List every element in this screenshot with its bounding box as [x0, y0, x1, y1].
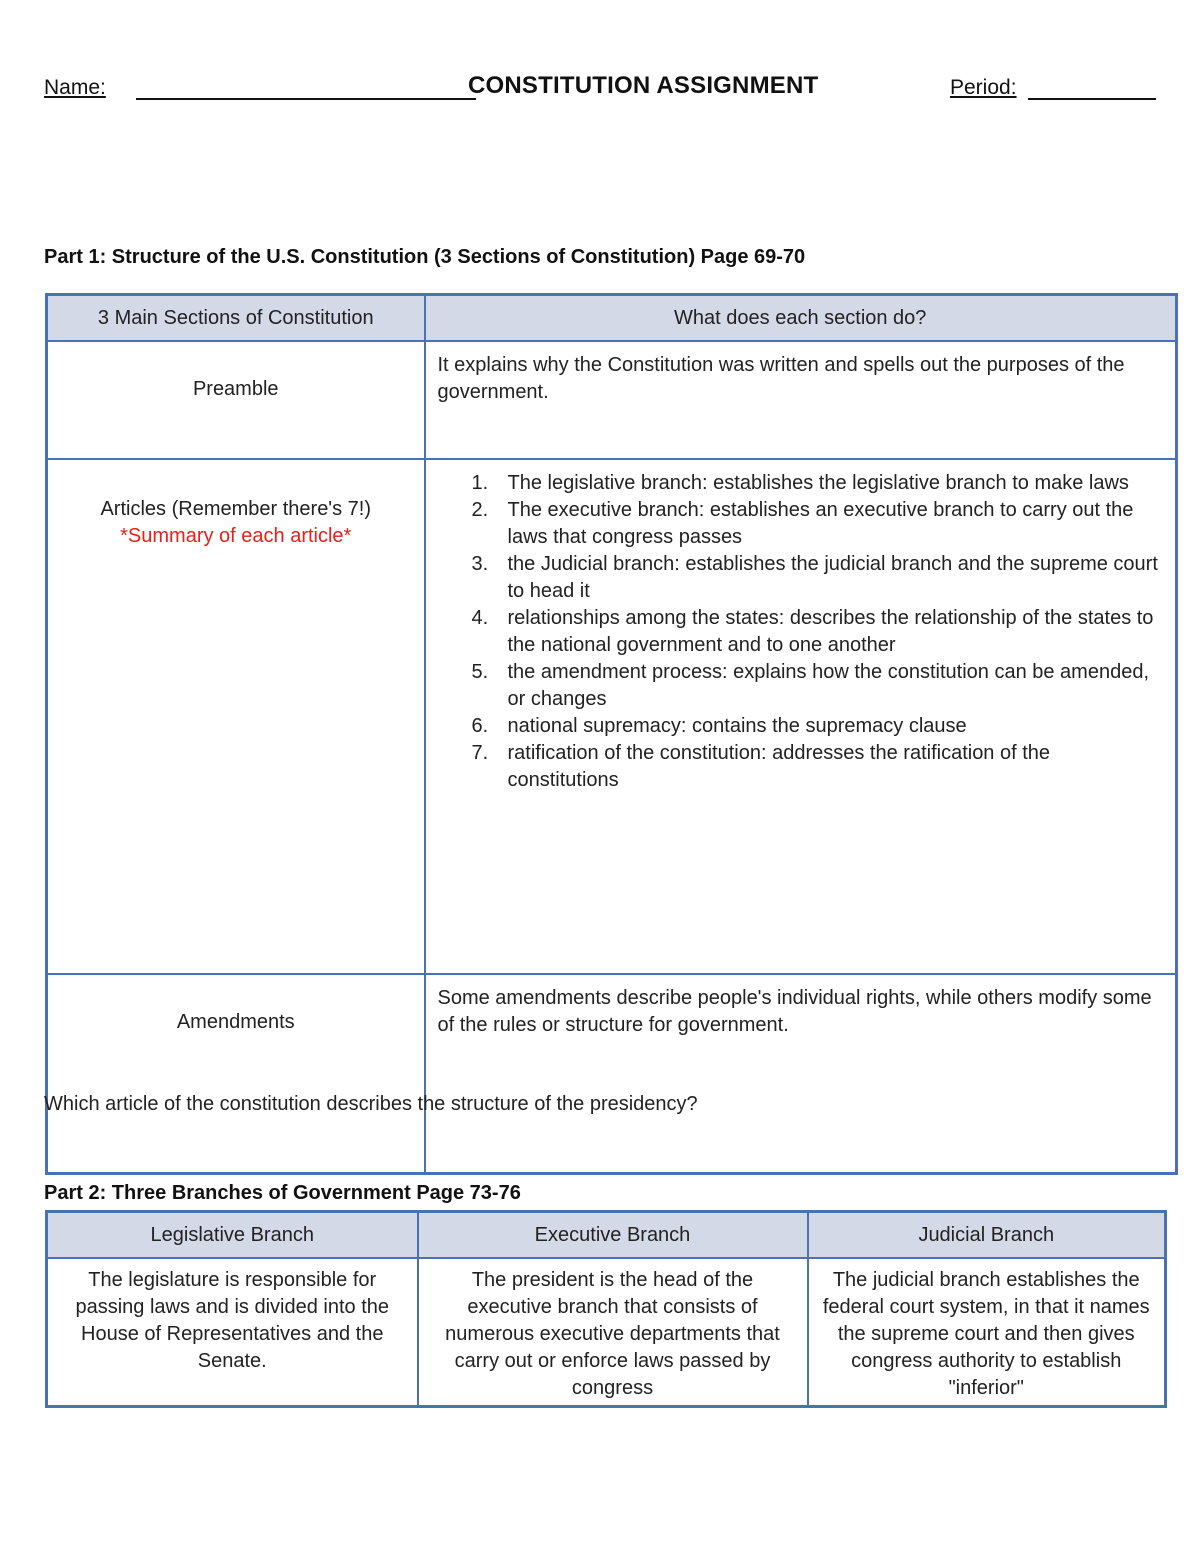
list-item: 5. the amendment process: explains how the constitution can be amended, or changes — [471, 661, 1150, 710]
list-item: 3. the Judicial branch: establishes the judicial branch and the supreme court to head it — [471, 553, 1158, 602]
col-header-legislative: Legislative Branch — [47, 1212, 418, 1259]
page-header — [44, 70, 1158, 104]
period-blank[interactable] — [1028, 98, 1156, 100]
article-list — [438, 470, 1162, 794]
table-row-articles — [47, 459, 1177, 974]
executive-cell[interactable]: The president is the head of the executive branch that consists of numerous executive departments that carry out or enforce laws passed by congress — [418, 1258, 808, 1406]
table-row-preamble — [47, 341, 1177, 459]
name-label: Name: — [44, 76, 106, 99]
list-item: 1. The legislative branch: establishes the legislative branch to make laws — [471, 472, 1129, 494]
col-header-sections: 3 Main Sections of Constitution — [47, 295, 425, 342]
articles-note: *Summary of each article* — [120, 525, 352, 547]
preamble-label: Preamble — [47, 341, 425, 459]
articles-label: Articles (Remember there's 7!) — [100, 498, 372, 520]
col-header-executive: Executive Branch — [418, 1212, 808, 1259]
preamble-description[interactable]: It explains why the Constitution was written and spells out the purposes of the government. — [425, 341, 1177, 459]
part1-heading: Part 1: Structure of the U.S. Constitution (3 Sections of Constitution) Page 69-70 — [44, 246, 806, 268]
amendments-description[interactable]: Some amendments describe people's individual rights, while others modify some of the rules or structure for government. — [425, 974, 1177, 1174]
col-header-judicial: Judicial Branch — [808, 1212, 1166, 1259]
table-row-amendments — [47, 974, 1177, 1174]
period-label: Period: — [950, 76, 1017, 99]
table-row — [47, 1258, 1166, 1406]
table-header-row — [47, 1212, 1166, 1259]
articles-description[interactable] — [425, 459, 1177, 974]
presidency-question: Which article of the constitution describes the structure of the presidency? — [44, 1093, 698, 1115]
part2-heading: Part 2: Three Branches of Government Page 73-76 — [44, 1182, 521, 1204]
list-item: 4. relationships among the states: describes the relationship of the states to the national government and to one another — [471, 607, 1154, 656]
constitution-structure-table — [45, 293, 1178, 1175]
legislative-cell[interactable]: The legislature is responsible for passing laws and is divided into the House of Representatives and the Senate. — [47, 1258, 418, 1406]
document-title: CONSTITUTION ASSIGNMENT — [468, 72, 819, 99]
articles-label-cell — [47, 459, 425, 974]
list-item: 6. national supremacy: contains the supremacy clause — [471, 715, 967, 737]
name-blank[interactable] — [136, 98, 476, 100]
col-header-purpose: What does each section do? — [425, 295, 1177, 342]
branches-table — [45, 1210, 1167, 1408]
table-header-row — [47, 295, 1177, 342]
amendments-label: Amendments — [47, 974, 425, 1174]
list-item: 7. ratification of the constitution: addresses the ratification of the constitutions — [471, 742, 1051, 791]
list-item: 2. The executive branch: establishes an executive branch to carry out the laws that congress passes — [471, 499, 1134, 548]
judicial-cell[interactable]: The judicial branch establishes the federal court system, in that it names the supreme court and then gives congress authority to establish "inferior" — [808, 1258, 1166, 1406]
